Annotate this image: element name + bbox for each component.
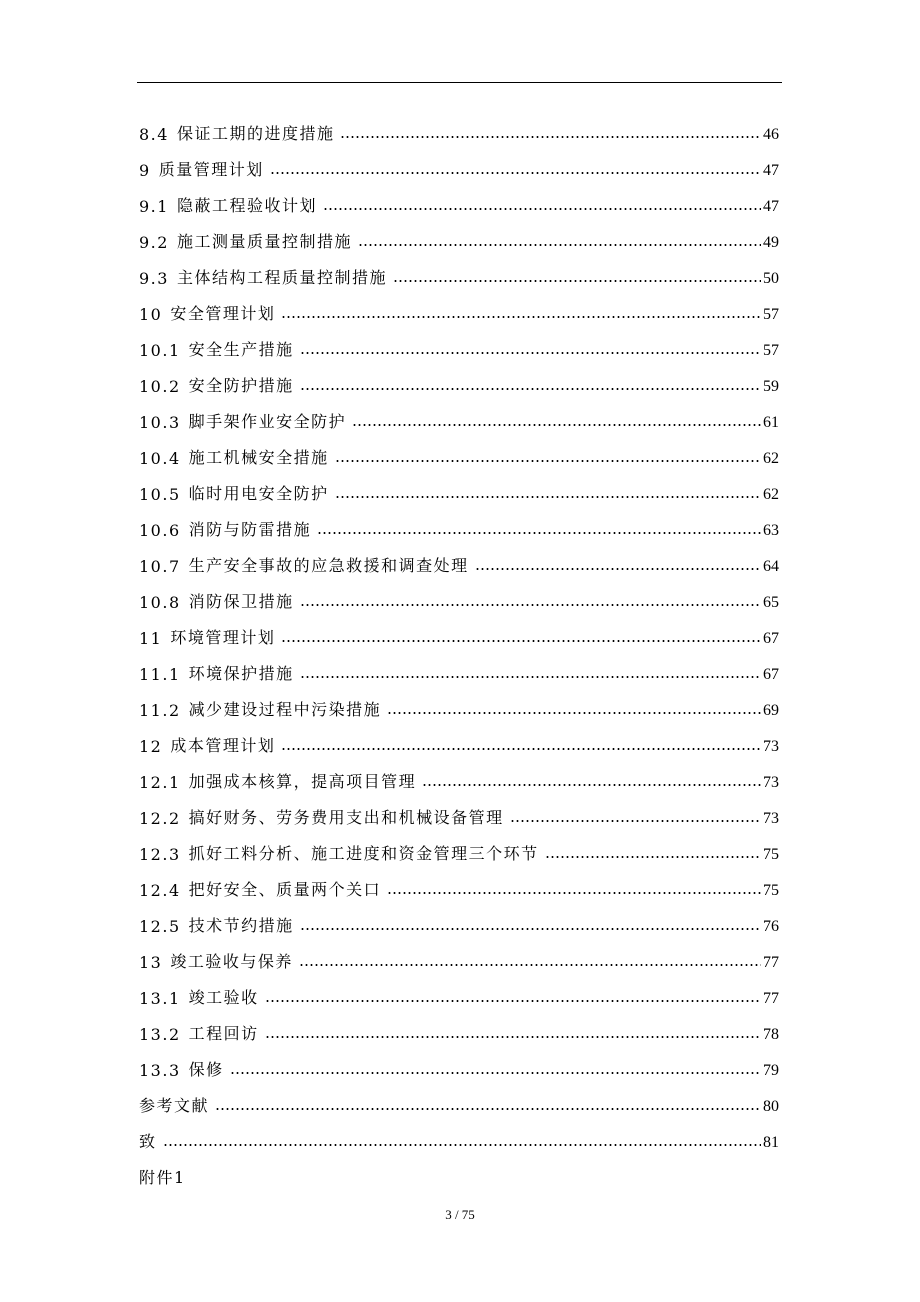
- toc-entry-page-number: 59: [763, 378, 779, 395]
- toc-entry-title: 安全生产措施: [188, 340, 294, 359]
- toc-entry-page-number: 77: [763, 990, 779, 1007]
- toc-entry-page-number: 62: [763, 486, 779, 503]
- toc-entry-title: 竣工验收与保养: [170, 952, 293, 971]
- toc-entry-page-number: 62: [763, 450, 779, 467]
- header-rule: [137, 82, 782, 83]
- toc-entry-page-number: 63: [763, 522, 779, 539]
- toc-entry-title: 参考文献: [139, 1096, 210, 1115]
- toc-entry-page-number: 79: [763, 1062, 779, 1079]
- toc-entry-number: 9.3: [139, 269, 169, 288]
- toc-dot-leader: [230, 1072, 761, 1074]
- toc-entry[interactable]: [139, 324, 779, 360]
- toc-entry-number: 10.8: [139, 593, 181, 612]
- toc-dot-leader: [387, 892, 761, 894]
- toc-entry-page-number: 67: [763, 666, 779, 683]
- toc-entry-page-number: 65: [763, 594, 779, 611]
- toc-entry-title: 成本管理计划: [170, 736, 276, 755]
- toc-entry-number: 8.4: [139, 125, 169, 144]
- toc-entry-page-number: 57: [763, 306, 779, 323]
- toc-entry-title: 生产安全事故的应急救援和调查处理: [188, 556, 469, 575]
- toc-dot-leader: [510, 820, 761, 822]
- toc-entry[interactable]: [139, 216, 779, 252]
- toc-entry-title: 消防与防雷措施: [188, 520, 312, 539]
- toc-entry[interactable]: [139, 756, 779, 792]
- toc-entry[interactable]: [139, 612, 779, 648]
- toc-entry-number: 10.6: [139, 521, 181, 540]
- toc-entry-number: 12.2: [139, 809, 181, 828]
- toc-entry[interactable]: [139, 252, 779, 288]
- toc-entry-title: 施工测量质量控制措施: [176, 232, 352, 251]
- toc-entry-title: 竣工验收: [188, 988, 259, 1007]
- toc-entry-page-number: 50: [763, 270, 779, 287]
- toc-entry[interactable]: [139, 396, 779, 432]
- toc-entry[interactable]: [139, 504, 779, 540]
- toc-entry-title: 致: [139, 1132, 157, 1151]
- toc-entry-number: 11.1: [139, 665, 181, 684]
- toc-entry-number: 12: [139, 737, 163, 756]
- toc-dot-leader: [352, 424, 761, 426]
- toc-dot-leader: [358, 244, 761, 246]
- toc-entry-number: 9: [139, 161, 151, 180]
- toc-entry[interactable]: [139, 648, 779, 684]
- toc-entry-number: 10.7: [139, 557, 181, 576]
- toc-entry-page-number: 46: [763, 126, 779, 143]
- toc-entry[interactable]: [139, 468, 779, 504]
- toc-entry-title: 质量管理计划: [158, 160, 264, 179]
- toc-dot-leader: [265, 1036, 761, 1038]
- toc-dot-leader: [335, 496, 761, 498]
- toc-entry-title: 保修: [188, 1060, 224, 1079]
- toc-dot-leader: [387, 712, 761, 714]
- toc-entry[interactable]: [139, 576, 779, 612]
- toc-entry[interactable]: [139, 720, 779, 756]
- toc-entry-page-number: 76: [763, 918, 779, 935]
- toc-dot-leader: [340, 136, 761, 138]
- page-number-footer: 3 / 75: [445, 1207, 475, 1222]
- toc-entry-title: 抓好工料分析、施工进度和资金管理三个环节: [188, 844, 539, 863]
- toc-entry[interactable]: [139, 972, 779, 1008]
- toc-dot-leader: [281, 748, 761, 750]
- toc-entry-number: 9.1: [139, 197, 169, 216]
- toc-entry[interactable]: [139, 1008, 779, 1044]
- toc-entry-number: 13.2: [139, 1025, 181, 1044]
- toc-entry-page-number: 61: [763, 414, 779, 431]
- toc-entry-page-number: 64: [763, 558, 779, 575]
- toc-entry-title: 加强成本核算，提高项目管理: [188, 772, 417, 791]
- toc-entry-number: 12.4: [139, 881, 181, 900]
- toc-entry[interactable]: [139, 432, 779, 468]
- toc-entry-title: 保证工期的进度措施: [176, 124, 335, 143]
- toc-entry-number: 10: [139, 305, 163, 324]
- toc-entry[interactable]: [139, 1116, 779, 1152]
- toc-dot-leader: [265, 1000, 761, 1002]
- toc-entry[interactable]: [139, 540, 779, 576]
- toc-dot-leader: [300, 676, 761, 678]
- toc-dot-leader: [299, 964, 761, 966]
- toc-dot-leader: [281, 640, 761, 642]
- toc-entry-number: 11.2: [139, 701, 181, 720]
- toc-entry-title: 工程回访: [188, 1024, 259, 1043]
- toc-entry-title: 安全防护措施: [188, 376, 294, 395]
- toc-entry-title: 减少建设过程中污染措施: [188, 700, 382, 719]
- toc-entry-title: 把好安全、质量两个关口: [188, 880, 382, 899]
- toc-entry[interactable]: [139, 828, 779, 864]
- toc-entry-number: 10.2: [139, 377, 181, 396]
- table-of-contents: [139, 108, 779, 1188]
- toc-entry-title: 施工机械安全措施: [188, 448, 329, 467]
- toc-entry[interactable]: [139, 108, 779, 144]
- toc-entry-title: 环境保护措施: [188, 664, 294, 683]
- toc-entry[interactable]: [139, 1152, 779, 1188]
- toc-entry-number: 10.5: [139, 485, 181, 504]
- toc-entry-number: 9.2: [139, 233, 169, 252]
- toc-entry-page-number: 80: [763, 1098, 779, 1115]
- toc-entry-page-number: 75: [763, 846, 779, 863]
- toc-dot-leader: [335, 460, 761, 462]
- toc-dot-leader: [545, 856, 761, 858]
- toc-entry-number: 10.4: [139, 449, 181, 468]
- toc-dot-leader: [317, 532, 761, 534]
- toc-entry-number: 13.1: [139, 989, 181, 1008]
- toc-dot-leader: [300, 388, 761, 390]
- toc-entry-page-number: 69: [763, 702, 779, 719]
- toc-dot-leader: [323, 208, 761, 210]
- toc-entry[interactable]: [139, 864, 779, 900]
- toc-entry-page-number: 73: [763, 810, 779, 827]
- toc-entry-number: 10.3: [139, 413, 181, 432]
- toc-dot-leader: [281, 316, 761, 318]
- toc-entry-number: 12.1: [139, 773, 181, 792]
- toc-entry[interactable]: [139, 1080, 779, 1116]
- toc-dot-leader: [475, 568, 761, 570]
- toc-entry[interactable]: [139, 684, 779, 720]
- toc-entry-title: 隐蔽工程验收计划: [176, 196, 317, 215]
- toc-entry-page-number: 77: [763, 954, 779, 971]
- toc-entry[interactable]: [139, 288, 779, 324]
- toc-entry-number: 12.3: [139, 845, 181, 864]
- toc-entry-title: 技术节约措施: [188, 916, 294, 935]
- toc-dot-leader: [270, 172, 761, 174]
- toc-entry-title: 脚手架作业安全防护: [188, 412, 347, 431]
- toc-dot-leader: [215, 1108, 761, 1110]
- toc-entry[interactable]: [139, 144, 779, 180]
- toc-dot-leader: [163, 1144, 761, 1146]
- toc-entry[interactable]: [139, 360, 779, 396]
- toc-entry[interactable]: [139, 792, 779, 828]
- toc-entry-title: 环境管理计划: [170, 628, 276, 647]
- toc-entry-number: 13: [139, 953, 163, 972]
- toc-entry[interactable]: [139, 900, 779, 936]
- toc-entry-number: 13.3: [139, 1061, 181, 1080]
- toc-entry-page-number: 75: [763, 882, 779, 899]
- toc-entry[interactable]: [139, 180, 779, 216]
- toc-dot-leader: [300, 928, 761, 930]
- toc-entry[interactable]: [139, 1044, 779, 1080]
- toc-entry-page-number: 49: [763, 234, 779, 251]
- toc-entry-page-number: 81: [763, 1134, 779, 1151]
- toc-entry-title: 临时用电安全防护: [188, 484, 329, 503]
- toc-entry-number: 11: [139, 629, 163, 648]
- toc-entry-title: 搞好财务、劳务费用支出和机械设备管理: [188, 808, 504, 827]
- toc-entry-page-number: 73: [763, 738, 779, 755]
- toc-entry[interactable]: [139, 936, 779, 972]
- toc-entry-page-number: 47: [763, 198, 779, 215]
- toc-dot-leader: [393, 280, 761, 282]
- toc-entry-page-number: 73: [763, 774, 779, 791]
- toc-entry-page-number: 78: [763, 1026, 779, 1043]
- toc-entry-title: 主体结构工程质量控制措施: [176, 268, 387, 287]
- toc-entry-title: 安全管理计划: [170, 304, 276, 323]
- toc-entry-title: 附件1: [139, 1168, 186, 1187]
- toc-entry-number: 12.5: [139, 917, 181, 936]
- toc-entry-page-number: 67: [763, 630, 779, 647]
- toc-entry-page-number: 57: [763, 342, 779, 359]
- toc-entry-page-number: 47: [763, 162, 779, 179]
- toc-entry-title: 消防保卫措施: [188, 592, 294, 611]
- toc-dot-leader: [422, 784, 761, 786]
- toc-dot-leader: [300, 352, 761, 354]
- toc-entry-number: 10.1: [139, 341, 181, 360]
- toc-dot-leader: [300, 604, 761, 606]
